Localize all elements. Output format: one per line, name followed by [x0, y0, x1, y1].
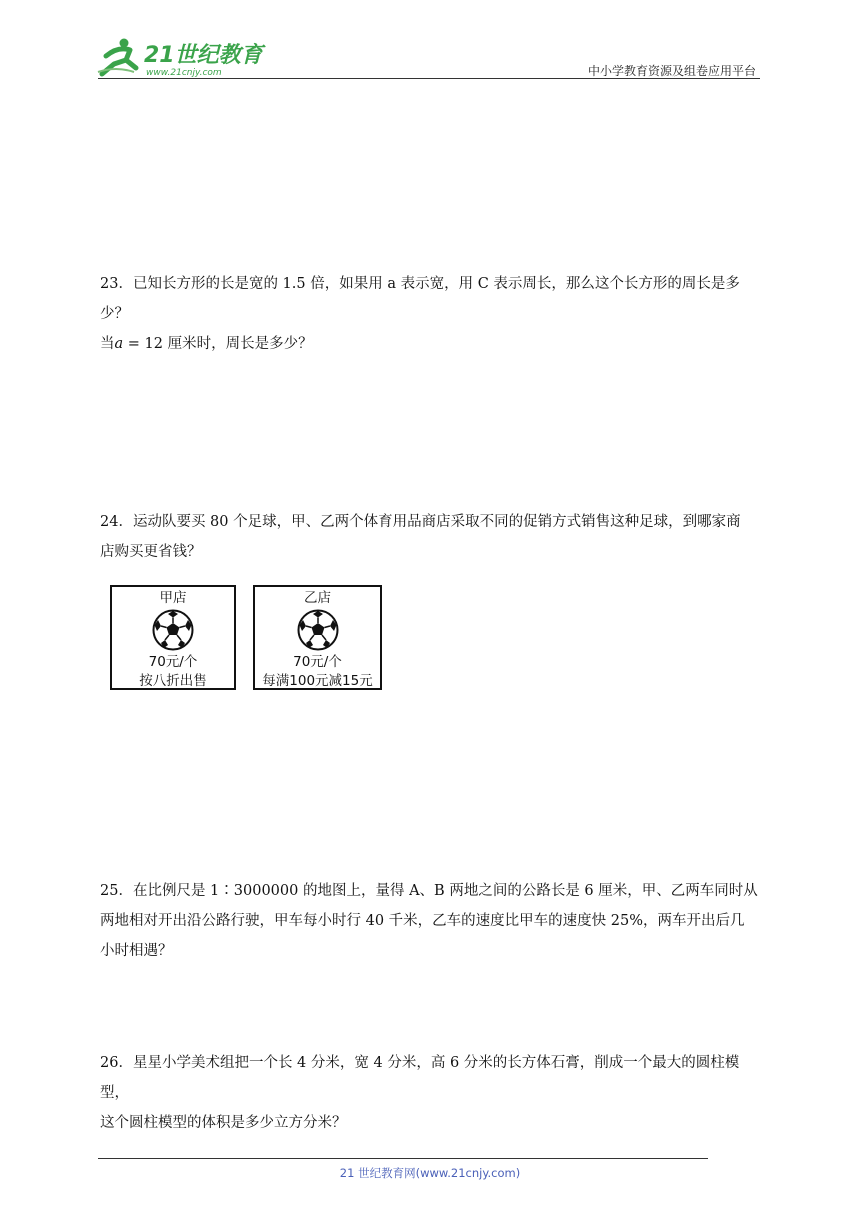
shop-card-jia: [110, 585, 236, 690]
shop-promo: 每满100元减15元: [262, 673, 373, 689]
question-24: [100, 507, 764, 567]
shop-name: 甲店: [159, 590, 187, 606]
question-23: [100, 269, 764, 359]
shop-card-yi: [253, 585, 382, 690]
shop-price: 70元/个: [148, 654, 198, 670]
question-26-line1: 26．星星小学美术组把一个长 4 分米，宽 4 分米，高 6 分米的长方体石膏，削成一个最大的圆柱模型，: [100, 1055, 740, 1101]
question-25-line3: 小时相遇？: [100, 943, 173, 959]
question-24-line1: 24．运动队要买 80 个足球，甲、乙两个体育用品商店采取不同的促销方式销售这种足球，到哪家商: [100, 514, 741, 530]
question-25-line1: 25．在比例尺是 1∶3000000 的地图上，量得 A、B 两地之间的公路长是 6 厘米，甲、乙两车同时从: [100, 883, 758, 899]
shop-name: 乙店: [304, 590, 331, 606]
question-25-line2: 两地相对开出沿公路行驶，甲车每小时行 40 千米，乙车的速度比甲车的速度快 25%，两车开出后几: [100, 913, 745, 929]
question-24-line2: 店购买更省钱？: [100, 544, 202, 560]
question-23-line2: 当a = 12 厘米时，周长是多少？: [100, 336, 313, 352]
footer-link[interactable]: 21 世纪教育网(www.21cnjy.com): [339, 1166, 521, 1180]
question-25: [100, 876, 764, 966]
soccer-ball-icon: [152, 609, 194, 651]
question-26: [100, 1048, 764, 1138]
header-divider: [98, 78, 760, 79]
svg-text:21世纪教育: 21世纪教育: [144, 43, 263, 68]
question-23-line1: 23．已知长方形的长是宽的 1.5 倍，如果用 a 表示宽，用 C 表示周长，那么这个长方形的周长是多少？: [100, 276, 740, 322]
shop-promo: 按八折出售: [139, 673, 207, 689]
soccer-ball-icon: [297, 609, 339, 651]
shop-price: 70元/个: [293, 654, 342, 670]
svg-text:www.21cnjy.com: www.21cnjy.com: [146, 68, 222, 78]
platform-tagline: 中小学教育资源及组卷应用平台: [587, 64, 756, 78]
question-26-line2: 这个圆柱模型的体积是多少立方分米？: [100, 1115, 347, 1131]
footer-divider: [98, 1158, 708, 1159]
site-logo: [96, 34, 266, 80]
